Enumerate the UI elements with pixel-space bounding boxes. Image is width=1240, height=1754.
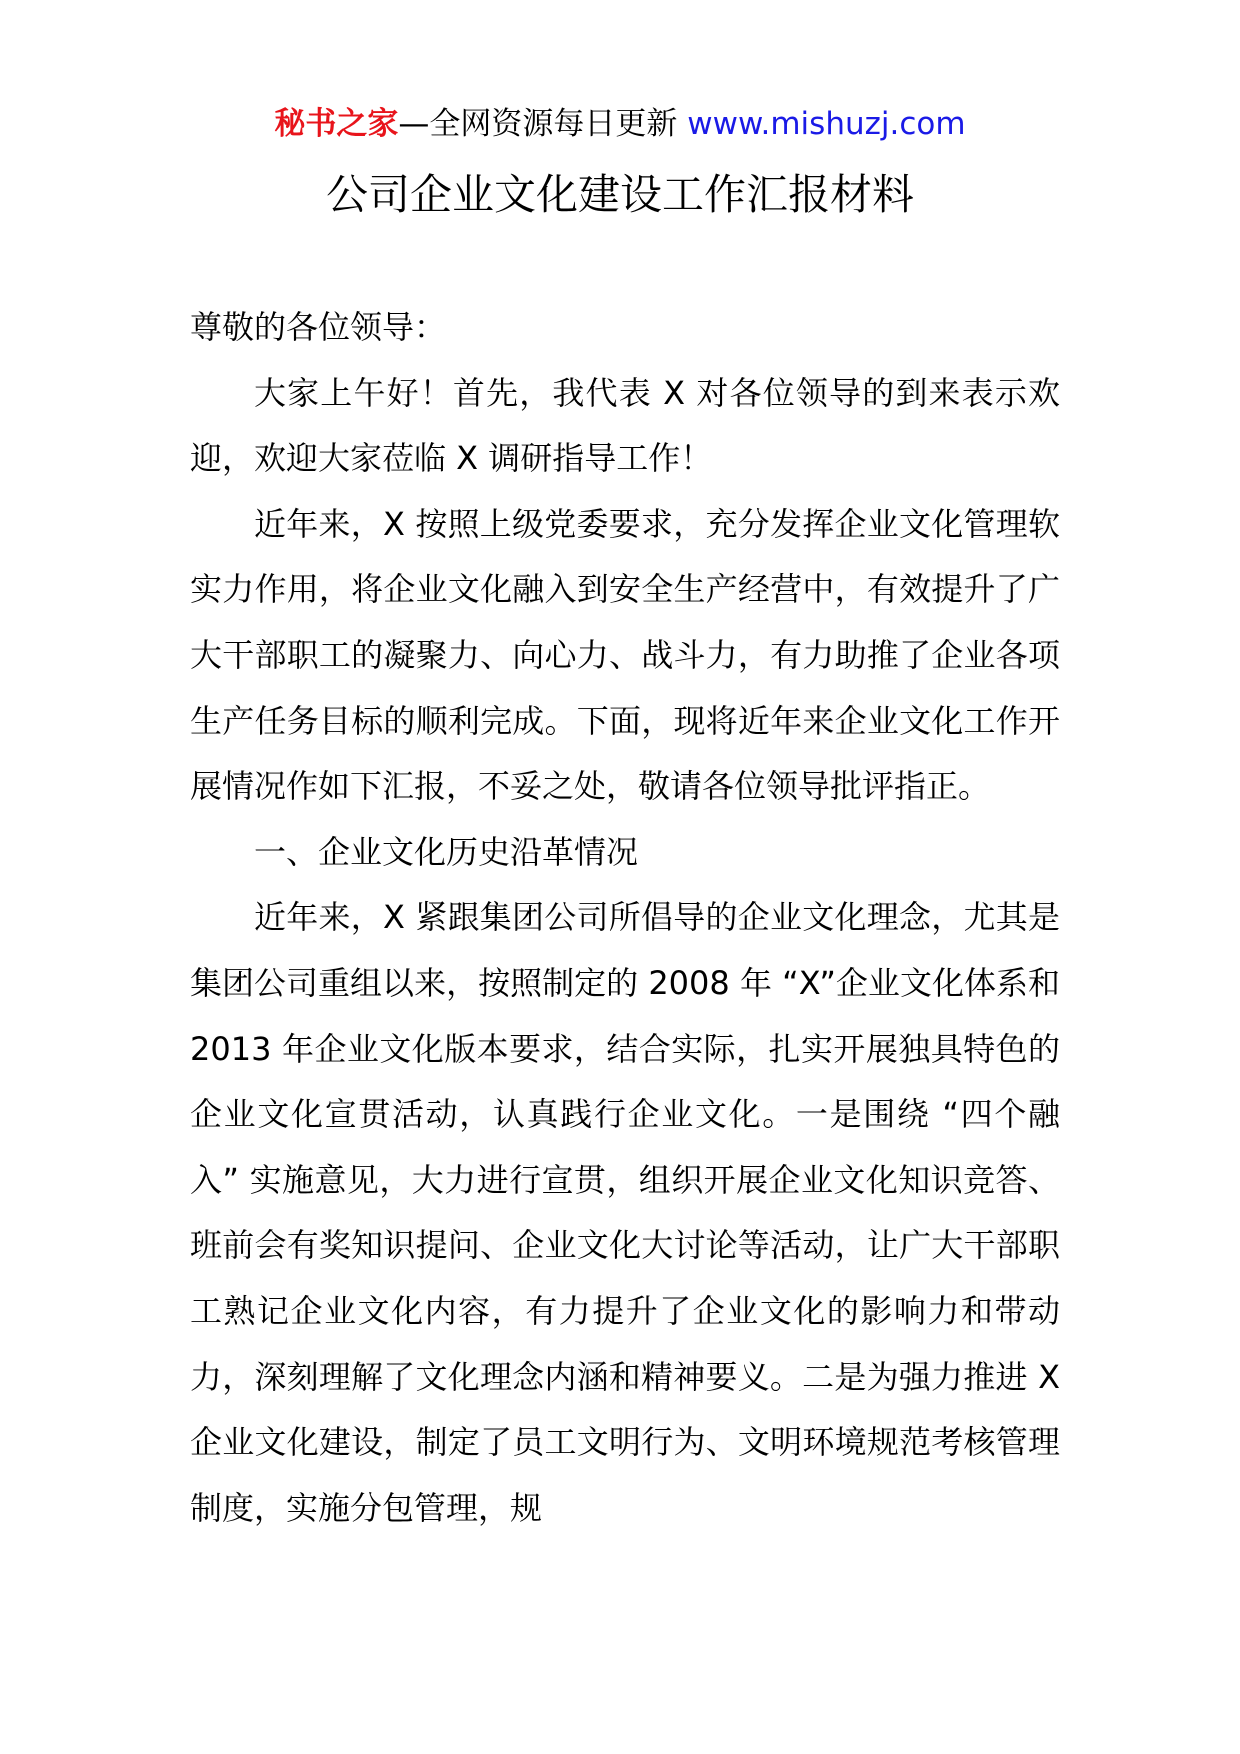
document-body — [190, 295, 1060, 1541]
section-heading-1: 一、企业文化历史沿革情况 — [254, 832, 639, 871]
paragraph-greeting: 大家上午好！首先，我代表 X 对各位领导的到来表示欢迎，欢迎大家莅临 X 调研指导工作！ — [190, 373, 1060, 478]
banner-slogan: 全网资源每日更新 — [429, 106, 688, 142]
site-banner — [0, 104, 1240, 144]
paragraph-history: 近年来，X 紧跟集团公司所倡导的企业文化理念，尤其是集团公司重组以来，按照制定的 2008 年 “X”企业文化体系和 2013 年企业文化版本要求，结合实际，扎实开展独具特色的企业文化宣贯活动，认真践行企业文化。一是围绕 “四个融入” 实施意见，大力进行宣贯，组织开展企业文化知识竞答、班前会有奖知识提问、企业文化大讨论等活动，让广大干部职工熟记企业文化内容，有力提升了企业文化的影响力和带动力，深刻理解了文化理念内涵和精神要义。二是为强力推进 X 企业文化建设，制定了员工文明行为、文明环境规范考核管理制度，实施分包管理，规 — [190, 898, 1060, 1527]
brand-name: 秘书之家 — [274, 106, 399, 142]
banner-dash: — — [398, 106, 430, 142]
salutation: 尊敬的各位领导： — [190, 308, 447, 346]
site-url-link[interactable]: www.mishuzj.com — [687, 106, 966, 142]
paragraph-intro: 近年来，X 按照上级党委要求，充分发挥企业文化管理软实力作用，将企业文化融入到安全生产经营中，有效提升了广大干部职工的凝聚力、向心力、战斗力，有力助推了企业各项生产任务目标的顺利完成。下面，现将近年来企业文化工作开展情况作如下汇报，不妥之处，敬请各位领导批评指正。 — [190, 504, 1060, 806]
document-title: 公司企业文化建设工作汇报材料 — [325, 170, 914, 219]
